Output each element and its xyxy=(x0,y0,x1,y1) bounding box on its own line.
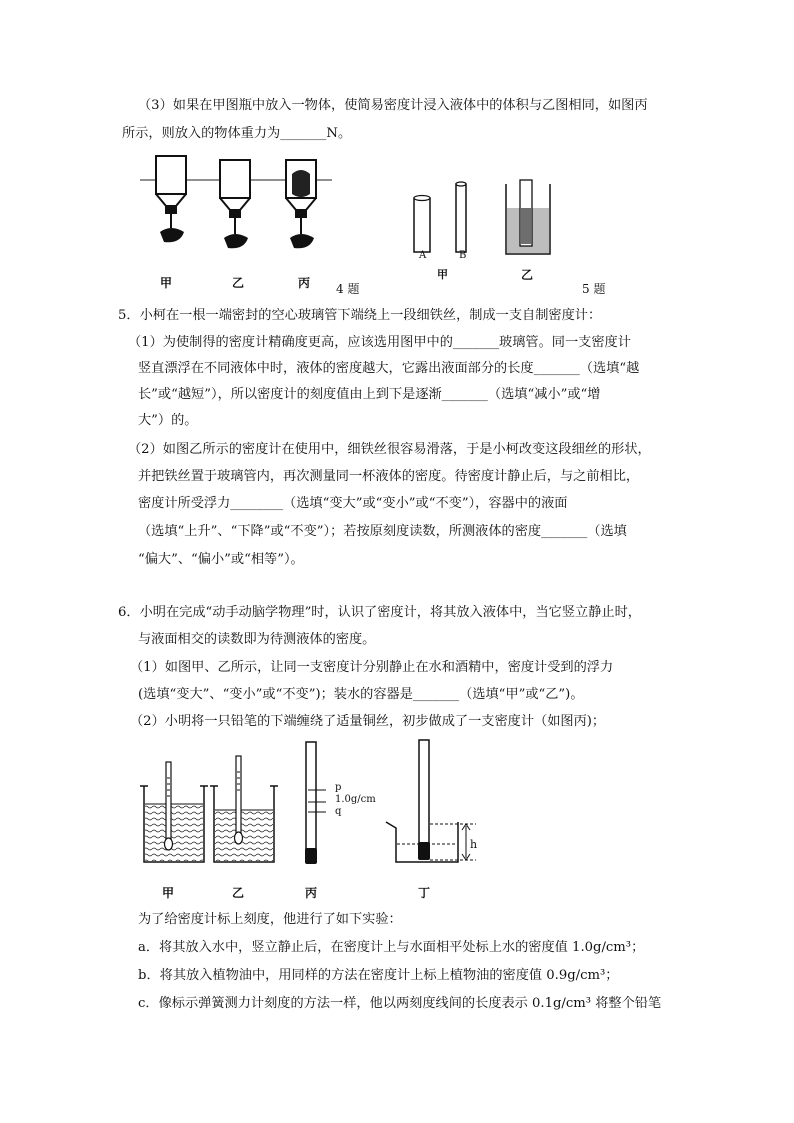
beaker-jia xyxy=(140,762,208,862)
q5-fig-tag: 5 题 xyxy=(582,282,606,296)
tube-a xyxy=(414,196,430,253)
q4-part3-line2: 所示，则放入的物体重力为_______N。 xyxy=(122,126,352,141)
q6-fig-h: h xyxy=(470,838,478,851)
q5-label-b: B xyxy=(459,250,467,261)
q6-stem-line2: 与液面相交的读数即为待测液体的密度。 xyxy=(138,632,376,647)
q6-p1-line2: (选填“变大”、“变小”或“不变”)；装水的容器是_______（选填“甲”或“乙”)。 xyxy=(138,687,584,702)
tube-b xyxy=(456,182,466,252)
q5-p1-line3: 长”或“越短”），所以密度计的刻度值由上到下是逐渐_______（选填“减小”或“增 xyxy=(138,387,601,402)
q6-exp-intro: 为了给密度计标上刻度，他进行了如下实验： xyxy=(138,912,402,927)
q4-label-jia: 甲 xyxy=(160,276,173,290)
q6-p1-line1: （1）如图甲、乙所示，让同一支密度计分别静止在水和酒精中，密度计受到的浮力 xyxy=(130,660,614,675)
q5-label-jia: 甲 xyxy=(437,268,448,281)
q5-p1-line4: 大”）的。 xyxy=(138,413,198,428)
q4-label-yi: 乙 xyxy=(232,276,245,290)
q6-label-jia: 甲 xyxy=(162,886,175,900)
q6-figure xyxy=(136,738,486,876)
bottle-bing xyxy=(286,160,316,248)
q6-fig-q: q xyxy=(335,806,342,817)
q4-fig-tag: 4 题 xyxy=(336,282,360,296)
q5-p2-line3: 密度计所受浮力________（选填“变大”或“变小”或“不变”），容器中的液面 xyxy=(138,496,568,511)
pencil-bing xyxy=(305,742,326,864)
q5-p1-line1: （1）为使制得的密度计精确度更高，应该选用图甲中的_______玻璃管。同一支密度计 xyxy=(128,335,631,350)
q5-p2-line1: （2）如图乙所示的密度计在使用中，细铁丝很容易滑落，于是小柯改变这段细丝的形状， xyxy=(128,442,651,457)
container-yi xyxy=(506,180,550,254)
q4-figure xyxy=(136,150,336,270)
q6-exp-b: b．将其放入植物油中，用同样的方法在密度计上标上植物油的密度值 0.9g/cm³； xyxy=(138,968,619,983)
q5-label-a: A xyxy=(419,250,427,261)
beaker-ding xyxy=(386,740,476,862)
q5-p2-line2: 并把铁丝置于玻璃管内，再次测量同一杯液体的密度。待密度计静止后，与之前相比， xyxy=(138,469,640,484)
q6-fig-density: 1.0g/cm xyxy=(335,794,376,805)
q5-p2-line4: （选填“上升”、“下降”或“不变”）；若按原刻度读数，所测液体的密度_______（选填 xyxy=(138,524,627,539)
q5-stem: 5．小柯在一根一端密封的空心玻璃管下端绕上一段细铁丝，制成一支自制密度计： xyxy=(118,308,602,323)
q6-stem-line1: 6．小明在完成“动手动脑学物理”时，认识了密度计，将其放入液体中，当它竖立静止时， xyxy=(118,605,641,620)
bottle-yi xyxy=(220,160,250,248)
beaker-yi xyxy=(210,756,278,862)
bottle-jia xyxy=(156,156,186,242)
q6-p2-line1: （2）小明将一只铅笔的下端缠绕了适量铜丝，初步做成了一支密度计（如图丙)； xyxy=(130,714,606,729)
q6-exp-c: c．像标示弹簧测力计刻度的方法一样，他以两刻度线间的长度表示 0.1g/cm³ 将整个铅笔 xyxy=(138,996,662,1011)
q5-p2-line5: “偏大”、“偏小”或“相等”）。 xyxy=(138,552,304,567)
q6-exp-a: a．将其放入水中，竖立静止后，在密度计上与水面相平处标上水的密度值 1.0g/cm³； xyxy=(138,940,645,955)
q6-label-yi: 乙 xyxy=(232,886,245,900)
q5-label-yi: 乙 xyxy=(521,268,534,282)
q6-label-ding: 丁 xyxy=(418,886,431,900)
q5-p1-line2: 竖直漂浮在不同液体中时，液体的密度越大，它露出液面部分的长度_______（选填“越 xyxy=(138,361,640,376)
q4-label-bing: 丙 xyxy=(298,276,311,290)
q5-figure xyxy=(404,176,564,264)
q6-label-bing: 丙 xyxy=(305,886,318,900)
q4-part3-line1: （3）如果在甲图瓶中放入一物体，使简易密度计浸入液体中的体积与乙图相同，如图丙 xyxy=(138,98,648,113)
q6-fig-p: p xyxy=(335,782,342,793)
